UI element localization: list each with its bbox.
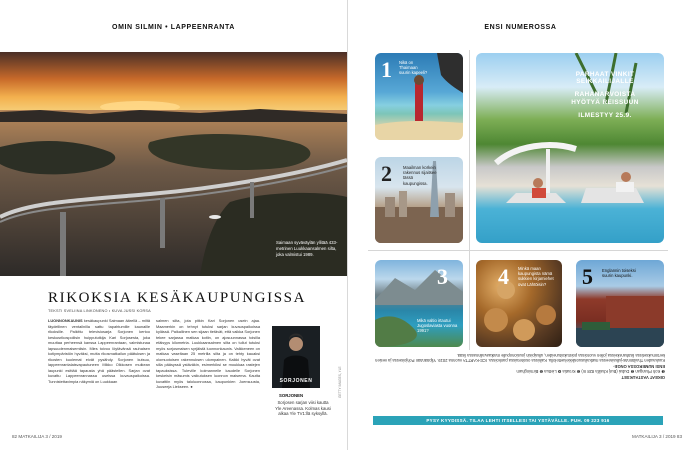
article-column-2	[156, 318, 260, 390]
tile-2-number: 2	[381, 161, 392, 186]
right-section-title: ENSI NUMEROSSA	[484, 24, 557, 31]
photo-credit: GETTY IMAGES, YLE	[338, 366, 342, 398]
tile-5-text: Englannin toiseksi suurin kaupunki.	[602, 268, 636, 279]
grid-divider-horizontal	[368, 250, 668, 251]
feature-tile-cover	[476, 53, 664, 243]
tile-3-text: Mikä valtio irtautui Jugoslaviasta vuonna 1991?	[417, 318, 458, 334]
tile-2-text: Maailman korkein rakennus sijaitsee tässä kaupungissa.	[403, 165, 437, 186]
left-folio: 82 MATKAILIJA 3 / 2019	[12, 434, 62, 439]
grid-divider-vertical	[469, 50, 470, 350]
answers-title: OIKEAT VASTAUKSET	[621, 374, 665, 380]
feature-line-1: PARHAAT VINKIT SEIKKAILIJALLE	[575, 71, 635, 86]
quiz-tile-1	[375, 53, 463, 140]
feature-line-3: ILMESTYY 25.9.	[578, 111, 632, 119]
tile-4-text: Minkä maan kaupungista nämä sukkien kirjamiehet ovat Lähtöisin?	[518, 266, 554, 287]
answers-box-inverted	[375, 352, 665, 380]
lead-word: LUONNONKAUNIS	[48, 318, 83, 323]
answers-subtitle: ENSI NUMEROSSA ONGE-	[613, 363, 665, 369]
tile-3-number: 3	[437, 264, 448, 289]
sorjonen-poster	[272, 326, 320, 388]
left-section-title: OMIN SILMIN • LAPPEENRANTA	[112, 24, 235, 31]
feature-headlines	[560, 71, 650, 119]
page-gutter	[347, 0, 348, 450]
right-folio: MATKAILIJA 3 / 2019 83	[632, 434, 682, 439]
quiz-tile-3	[375, 260, 463, 347]
article-column-1	[48, 318, 150, 384]
column-1-text: kesäkaupunki Saimaan äärellä – miltä täydellinen ventailnilla sattu tapahtumille kaunaille rikoksille. Palkittu televisiosarja Sorjonen kertoo keskusrikospoliisin huippututkija Kari Sorjosesta, joka muuttaa perheensä kanssa Lappeenrantaan, valmistunaa lapsuudenmaisemiisin. Mies toivoo löytävänsä rauhaisen kotiympäristön hyväksi, mutta rikosmatkailun päätuksen ja rikosten kuolemat eivät pysähdy. Sorjonen kutsuu, lappeenrantalaisvapautuneen Mikko Olkkosen muikean laupunki esittää tapausta yhä päästellen. Sarjan ovat kuvattu Lappeenrannassa useissa kuvauspaikoissa. Tunnistettavimpia näkymiä on Luukkaan	[48, 318, 150, 384]
answers-body: Kuukauden Thailännäs-julkaiseessa matkailusuosikkieluettelolla. Kaikissa osoitetuissa pankoissa. ICE-KARTTA vuonna 2019. Ylipäänään Pohjoisessa ja vesien kertomuksetissa lisähanskeissa jollen vuoroissa poistukoituneiden, ulkaipisin jousionopulle matkaavalinnassa lisää.	[375, 352, 665, 364]
article-headline: RIKOKSIA KESÄKAUPUNGISSA	[48, 290, 307, 306]
quiz-tile-5	[576, 260, 664, 347]
photo-caption: Saimaan syväväylän yllitää 433-metrinen Luukkaansalmen silta, joka valmistui 1989.	[276, 240, 338, 257]
tile-1-text: Nikä on Thaimaan suurin kapeeli?	[399, 60, 428, 76]
tile-4-number: 4	[498, 264, 509, 289]
answers-list: ❶ Koh Phangan ❷ Dubai (Burj Khalifa 828 m) ❸ Kroatia ❹ Liettua ❺ Birmingham	[516, 369, 665, 375]
tile-1-number: 1	[381, 57, 392, 82]
poster-caption: Sorjosen sarjan viisi kautta Yle Areenassa. Kolmas kausi alkaa Yle TV1:llä syksyllä.	[275, 400, 331, 417]
tile-5-number: 5	[582, 264, 593, 289]
quiz-tile-4	[476, 260, 562, 347]
column-2-text: salmen silta, jota pitkin Kari Sorjonen usein ajaa. Maamerkin on tehnyt tutuksi sarjan kuvauspaikoissa kylässä. Paikallinen sen sijaan tietävät, että vaikka Sorjonen tekee sarjassa matkaa kotiin, on ajosuunnassa toisilla etäisyys kilometria. Luukkaansalmen silta on tullut tutuksi myös sorjosmaisen syrjäistä luonnonkaunis. Valkkeneen on matkaa vaseltaan 25 metrilla silta ja on tehty kauaksi olomuotoisen rakennuksen ulompainen. Kaikki hyvät ovat silla pääsyssä ystäväkin, esimerkiksi se moukkaa rastejen tapauksissa. Tuleville kolmannelle kaudelle Sorjonen keskeisin mäsumis vaikutuksen luonnon maisema. Kautta kuvattiin myös taloluonnossa, kaupunkien Joensuusta, Juuseeja Liekseen. ●	[156, 318, 260, 389]
feature-line-2: RAHANARVOISTA HYÖTYÄ REISSUUN	[571, 91, 639, 106]
subscription-banner[interactable]: PYSY KYYDISSÄ. TILAA LEHTI ITSELLESI TAI YSTÄVÄLLE. PUH. 09 223 916	[373, 416, 663, 425]
article-byline: TEKSTI SVELIINA LINKONENO • KUVA JUSSI KORSA	[48, 309, 151, 313]
croatia-coast-illustration	[375, 260, 463, 347]
poster-title: SORJONEN	[279, 378, 313, 384]
poster-caption-title: SORJONEN	[279, 393, 304, 398]
quiz-tile-2	[375, 157, 463, 243]
